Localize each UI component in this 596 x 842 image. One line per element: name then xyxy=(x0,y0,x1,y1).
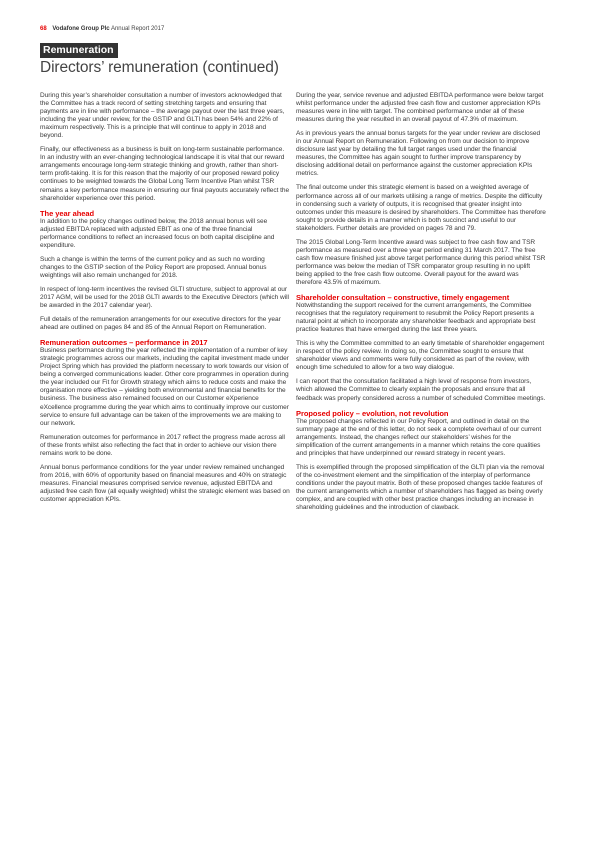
paragraph: In addition to the policy changes outlined below, the 2018 annual bonus will see adjusted EBITDA replaced with adjusted EBIT as one of the three financial performance conditions to reflect an increased focus on both capital discipline and expenditure. xyxy=(40,217,275,249)
paragraph: During this year’s shareholder consultation a number of investors acknowledged that the Committee has a track record of setting stretching targets and ensuring that payments are in line with performance – the average payout over the last three years, including the year under review, for the GSTIP and GLTI has been 54% and 22% of maximum respectively. This is a principle that will continue to apply in 2018 and beyond. xyxy=(40,92,285,140)
paragraph: Remuneration outcomes for performance in 2017 reflect the progress made across all of these fronts whilst also reflecting the fact that in order to achieve our vision there remains work to be done. xyxy=(40,433,285,457)
paragraph: In respect of long-term incentives the revised GLTI structure, subject to approval at our 2017 AGM, will be used for the 2018 GLTI awards to the Executive Directors (which will be awarded in the 2017 calendar year). xyxy=(40,285,289,310)
paragraph: Business performance during the year reflected the implementation of a number of key strategic programmes across our markets, including the capital investment made under Project Spring which has provided the platform necessary to work towards our vision of being a converged communications leader. Other core programmes in operation during the year included our Fit for Growth strategy which aims to reduce costs and make the organisation more effective – yielding both environmental and financial benefits for the business. The business also remained focused on our Customer eXperience eXcellence programme during the year which aims to continually improve our customer service to ensure full advantage can be taken of the improvements we are making to our network. xyxy=(40,347,289,427)
paragraph: This is why the Committee committed to an early timetable of shareholder engagement in respect of the policy review. In doing so, the Committee sought to ensure that shareholder views and comments were fully considered as part of the review, with enough time scheduled to allow for a two way dialogue. xyxy=(296,340,545,372)
report-name: Annual Report 2017 xyxy=(110,26,165,32)
paragraph: The final outcome under this strategic element is based on a weighted average of performance across all of our markets utilising a range of metrics. Despite the difficulty in condensing such a variety of outputs, it is recognised that greater insight into outcomes under this measure is desired by shareholders. The Committee has therefore sought to provide details in a manner which is both succinct and useful to our stakeholders. Further details are provided on pages 78 and 79. xyxy=(296,184,546,232)
section-heading: Shareholder consultation – constructive, timely engagement xyxy=(296,293,510,303)
paragraph: During the year, service revenue and adjusted EBITDA performance were below target whilst performance under the adjusted free cash flow and customer appreciation KPIs measures were in line with target. The combined performance under all of these measures during the year resulted in an overall payout of 47.3% of maximum. xyxy=(296,92,544,124)
paragraph: The proposed changes reflected in our Policy Report, and outlined in detail on the summary page at the end of this letter, do not seek a complete overhaul of our current arrangements. Instead, the changes reflect our stakeholders’ wishes for the simplification of the current arrangements in a manner which retains the core qualities and principles that have underpinned our reward strategy in recent years. xyxy=(296,417,542,457)
section-heading: Remuneration outcomes – performance in 2017 xyxy=(40,338,208,348)
paragraph: Notwithstanding the support received for the current arrangements, the Committee recognises that the regulatory requirement to resubmit the Policy Report presents a natural point at which to incorporate any shareholder feedback and appropriate best practice features that have emerged during the last three years. xyxy=(296,302,536,334)
page-number: 68 xyxy=(40,26,47,32)
left-column xyxy=(40,92,290,510)
paragraph: Annual bonus performance conditions for the year under review remained unchanged from 2016, with 60% of opportunity based on financial measures and 40% on strategic measures. Financial measures comprised service revenue, adjusted EBITDA and adjusted free cash flow (all equally weighted) whilst the strategic element was based on customer appreciation KPIs. xyxy=(40,463,290,503)
right-column xyxy=(296,92,546,518)
company-name: Vodafone Group Plc xyxy=(52,26,110,32)
paragraph: Full details of the remuneration arrangements for our executive directors for the year ahead are outlined on pages 84 and 85 of the Annual Report on Remuneration. xyxy=(40,316,281,332)
paragraph: Such a change is within the terms of the current policy and as such no wording changes to the GSTIP section of the Policy Report are proposed. Annual bonus weightings will also remain unchanged for 2018. xyxy=(40,255,267,279)
page-title: Directors’ remuneration (continued) xyxy=(40,59,279,76)
paragraph: As in previous years the annual bonus targets for the year under review are disclosed in our Annual Report on Remuneration. Following on from our decision to improve disclosure last year by detailing the full target ranges used under the financial measures, the Committee has again sought to further improve transparency by disclosing additional detail on performance against the customer appreciation KPIs metrics. xyxy=(296,130,541,178)
section-tag: Remuneration xyxy=(40,43,118,58)
section-heading: Proposed policy – evolution, not revolution xyxy=(296,408,449,418)
paragraph: The 2015 Global Long-Term Incentive award was subject to free cash flow and TSR performance as measured over a three year period ending 31 March 2017. The free cash flow measure finished just above target performance during this period whilst TSR performance was below the median of TSR comparator group resulting in no uplift being applied to the free cash flow outcome. Overall payout for the award was therefore 43.5% of maximum. xyxy=(296,238,546,286)
section-heading: The year ahead xyxy=(40,208,95,218)
paragraph: This is exemplified through the proposed simplification of the GLTI plan via the removal of the co-investment element and the simplification of the interplay of performance conditions under the payout matrix. Both of these proposed changes tackle features of the current arrangements which a number of shareholders has flagged as being overly complex, and are coupled with other best practice changes including an increase in shareholding guidelines and the introduction of clawback. xyxy=(296,463,545,512)
paragraph: Finally, our effectiveness as a business is built on long-term sustainable performance. In an industry with an ever-changing technological landscape it is vital that our reward arrangements encourage long-term strategic thinking and growth, rather than short-term profit-taking. It is for this reason that the majority of our proposed reward policy continues to be weighted towards the Global Long Term Incentive Plan whilst TSR remains a key performance measure in ensuring our final payouts accurately reflect the shareholder experience over this period. xyxy=(40,146,290,202)
paragraph: I can report that the consultation facilitated a high level of response from investors, which allowed the Committee to clearly explain the proposals and ensure that all feedback was properly considered across a number of scheduled Committee meetings. xyxy=(296,378,546,402)
page-header xyxy=(40,26,164,32)
